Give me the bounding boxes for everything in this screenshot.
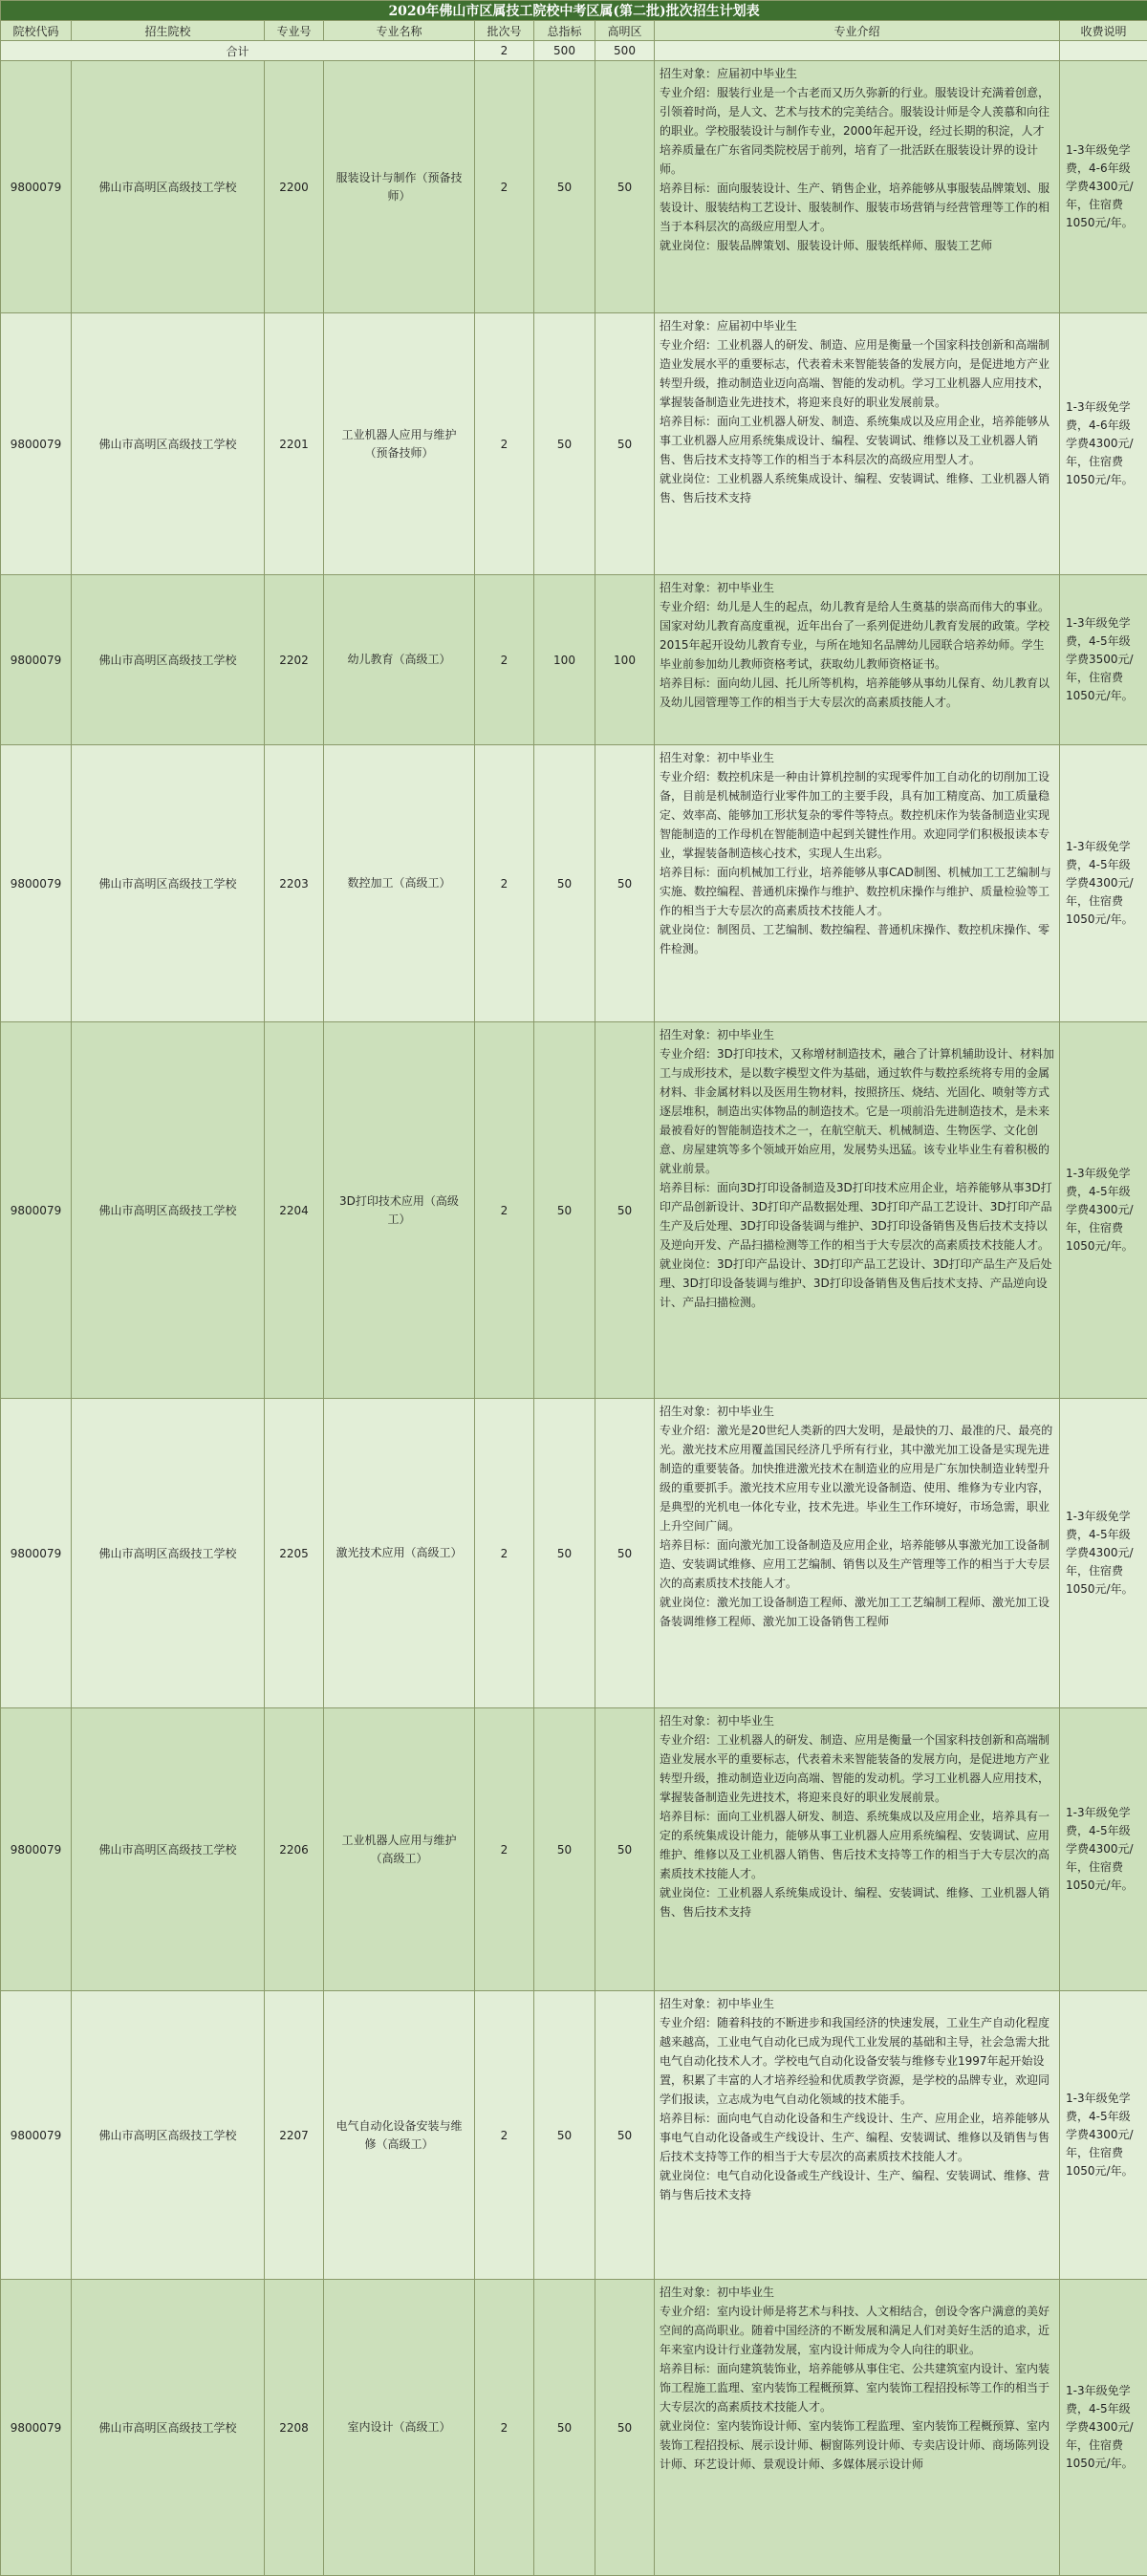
cell-gaoming: 50 [595,1399,655,1708]
cell-school: 佛山市高明区高级技工学校 [72,1399,265,1708]
cell-major: 幼儿教育（高级工） [324,575,475,745]
cell-major-no: 2205 [265,1399,324,1708]
cell-total: 50 [534,61,595,313]
total-fee-empty [1060,41,1147,61]
cell-batch: 2 [475,313,534,575]
intro-paragraph: 就业岗位：工业机器人系统集成设计、编程、安装调试、维修、工业机器人销售、售后技术支持 [660,469,1054,507]
intro-paragraph: 培养目标：面向工业机器人研发、制造、系统集成以及应用企业，培养能够从事工业机器人应用系统集成设计、编程、安装调试、维修以及工业机器人销售、售后技术支持等工作的相当于本科层次的高级应用型人才。 [660,412,1054,469]
cell-code: 9800079 [1,1399,72,1708]
cell-code: 9800079 [1,1708,72,1991]
cell-total: 100 [534,575,595,745]
cell-gaoming: 50 [595,1022,655,1399]
intro-paragraph: 培养目标：面向3D打印设备制造及3D打印技术应用企业，培养能够从事3D打印产品创新设计、3D打印产品数据处理、3D打印产品工艺设计、3D打印产品生产及后处理、3D打印设备装调与维护、3D打印设备销售及售后技术支持以及逆向开发、产品扫描检测等工作的相当于大专层次的高素质技术技能人才。 [660,1178,1054,1255]
cell-major: 室内设计（高级工） [324,2280,475,2576]
intro-paragraph: 专业介绍：3D打印技术，又称增材制造技术，融合了计算机辅助设计、材料加工与成形技术，是以数字模型文件为基础，通过软件与数控系统将专用的金属材料、非金属材料以及医用生物材料，按照挤压、烧结、光固化、喷射等方式逐层堆积，制造出实体物品的制造技术。它是一项前沿先进制造技术，是未来最被看好的智能制造技术之一，在航空航天、机械制造、生物医学、文化创意、房屋建筑等多个领域开始应用，发展势头迅猛。该专业毕业生有着积极的就业前景。 [660,1044,1054,1178]
cell-intro [655,1399,1060,1708]
cell-batch: 2 [475,1022,534,1399]
cell-intro [655,1991,1060,2280]
header-major: 专业名称 [324,21,475,41]
total-gaoming: 500 [595,41,655,61]
cell-fee: 1-3年级免学费，4-6年级学费4300元/年，住宿费1050元/年。 [1060,61,1147,313]
total-label: 合计 [1,41,475,61]
header-total: 总指标 [534,21,595,41]
intro-paragraph: 培养目标：面向服装设计、生产、销售企业，培养能够从事服装品牌策划、服装设计、服装结构工艺设计、服装制作、服装市场营销与经营管理等工作的相当于本科层次的高级应用型人才。 [660,179,1054,236]
intro-paragraph: 招生对象：初中毕业生 [660,1025,1054,1044]
intro-paragraph: 招生对象：初中毕业生 [660,2283,1054,2302]
table-row [1,313,1147,575]
table-row [1,2280,1147,2576]
intro-paragraph: 专业介绍：服装行业是一个古老而又历久弥新的行业。服装设计充满着创意，引领着时尚，是人文、艺术与技术的完美结合。服装设计师是令人羡慕和向往的职业。学校服装设计与制作专业，2000年起开设，经过长期的积淀，人才培养质量在广东省同类院校居于前列，培育了一批活跃在服装设计界的设计师。 [660,83,1054,179]
cell-school: 佛山市高明区高级技工学校 [72,1022,265,1399]
intro-paragraph: 专业介绍：工业机器人的研发、制造、应用是衡量一个国家科技创新和高端制造业发展水平的重要标志，代表着未来智能装备的发展方向，是促进地方产业转型升级，推动制造业迈向高端、智能的发动机。学习工业机器人应用技术，掌握装备制造业先进技术，将迎来良好的职业发展前景。 [660,1730,1054,1807]
cell-school: 佛山市高明区高级技工学校 [72,2280,265,2576]
intro-paragraph: 就业岗位：室内装饰设计师、室内装饰工程监理、室内装饰工程概预算、室内装饰工程招投标、展示设计师、橱窗陈列设计师、专卖店设计师、商场陈列设计师、环艺设计师、景观设计师、多媒体展示设计师 [660,2416,1054,2474]
cell-school: 佛山市高明区高级技工学校 [72,575,265,745]
cell-intro [655,1708,1060,1991]
cell-gaoming: 50 [595,1708,655,1991]
cell-major: 服装设计与制作（预备技师） [324,61,475,313]
intro-paragraph: 招生对象：应届初中毕业生 [660,316,1054,335]
cell-school: 佛山市高明区高级技工学校 [72,1991,265,2280]
cell-school: 佛山市高明区高级技工学校 [72,61,265,313]
intro-paragraph: 招生对象：初中毕业生 [660,748,1054,767]
cell-major: 电气自动化设备安装与维修（高级工） [324,1991,475,2280]
cell-major: 3D打印技术应用（高级工） [324,1022,475,1399]
intro-paragraph: 招生对象：初中毕业生 [660,1994,1054,2013]
cell-fee: 1-3年级免学费，4-5年级学费4300元/年，住宿费1050元/年。 [1060,1022,1147,1399]
cell-batch: 2 [475,1399,534,1708]
cell-intro [655,1022,1060,1399]
cell-major: 激光技术应用（高级工） [324,1399,475,1708]
intro-paragraph: 就业岗位：服装品牌策划、服装设计师、服装纸样师、服装工艺师 [660,236,1054,255]
cell-gaoming: 100 [595,575,655,745]
cell-gaoming: 50 [595,745,655,1022]
intro-paragraph: 招生对象：初中毕业生 [660,1711,1054,1730]
table-row [1,745,1147,1022]
header-code: 院校代码 [1,21,72,41]
cell-batch: 2 [475,2280,534,2576]
table-row [1,1708,1147,1991]
total-intro-empty [655,41,1060,61]
cell-school: 佛山市高明区高级技工学校 [72,313,265,575]
cell-code: 9800079 [1,575,72,745]
cell-batch: 2 [475,61,534,313]
cell-major: 工业机器人应用与维护（高级工） [324,1708,475,1991]
cell-gaoming: 50 [595,1991,655,2280]
table-row [1,1399,1147,1708]
cell-fee: 1-3年级免学费，4-6年级学费4300元/年，住宿费1050元/年。 [1060,313,1147,575]
cell-intro [655,2280,1060,2576]
table-row [1,575,1147,745]
cell-major-no: 2206 [265,1708,324,1991]
intro-paragraph: 专业介绍：随着科技的不断进步和我国经济的快速发展，工业生产自动化程度越来越高，工业电气自动化已成为现代工业发展的基础和主导，社会急需大批电气自动化技术人才。学校电气自动化设备安装与维修专业1997年起开始设置，积累了丰富的人才培养经验和优质教学资源，是学校的品牌专业，欢迎同学们报读，立志成为电气自动化领域的技术能手。 [660,2013,1054,2109]
cell-total: 50 [534,1991,595,2280]
cell-code: 9800079 [1,61,72,313]
cell-gaoming: 50 [595,2280,655,2576]
intro-paragraph: 就业岗位：激光加工设备制造工程师、激光加工工艺编制工程师、激光加工设备装调维修工程师、激光加工设备销售工程师 [660,1593,1054,1631]
intro-paragraph: 专业介绍：幼儿是人生的起点，幼儿教育是给人生奠基的崇高而伟大的事业。国家对幼儿教育高度重视，近年出台了一系列促进幼儿教育发展的政策。学校2015年起开设幼儿教育专业，与所在地知名品牌幼儿园联合培养幼师。学生毕业前参加幼儿教师资格考试，获取幼儿教师资格证书。 [660,597,1054,674]
intro-paragraph: 专业介绍：工业机器人的研发、制造、应用是衡量一个国家科技创新和高端制造业发展水平的重要标志，代表着未来智能装备的发展方向，是促进地方产业转型升级，推动制造业迈向高端、智能的发动机。学习工业机器人应用技术，掌握装备制造业先进技术，将迎来良好的职业发展前景。 [660,335,1054,412]
cell-intro [655,61,1060,313]
intro-paragraph: 就业岗位：3D打印产品设计、3D打印产品工艺设计、3D打印产品生产及后处理、3D打印设备装调与维护、3D打印设备销售及售后技术支持、产品逆向设计、产品扫描检测。 [660,1255,1054,1312]
cell-batch: 2 [475,575,534,745]
page-title: 2020年佛山市区属技工院校中考区属(第二批)批次招生计划表 [1,1,1147,21]
total-batch: 2 [475,41,534,61]
intro-paragraph: 专业介绍：数控机床是一种由计算机控制的实现零件加工自动化的切削加工设备，目前是机械制造行业零件加工的主要手段，具有加工精度高、加工质量稳定、效率高、能够加工形状复杂的零件等特点。数控机床作为装备制造业实现智能制造的工作母机在智能制造中起到关键性作用。欢迎同学们积极报读本专业，掌握装备制造核心技术，实现人生出彩。 [660,767,1054,863]
cell-total: 50 [534,2280,595,2576]
cell-code: 9800079 [1,1991,72,2280]
cell-major: 数控加工（高级工） [324,745,475,1022]
cell-batch: 2 [475,1991,534,2280]
cell-gaoming: 50 [595,61,655,313]
cell-intro [655,745,1060,1022]
cell-gaoming: 50 [595,313,655,575]
cell-fee: 1-3年级免学费，4-5年级学费3500元/年，住宿费1050元/年。 [1060,575,1147,745]
header-intro: 专业介绍 [655,21,1060,41]
cell-major: 工业机器人应用与维护（预备技师） [324,313,475,575]
cell-fee: 1-3年级免学费，4-5年级学费4300元/年，住宿费1050元/年。 [1060,1399,1147,1708]
cell-fee: 1-3年级免学费，4-5年级学费4300元/年，住宿费1050元/年。 [1060,1991,1147,2280]
cell-major-no: 2207 [265,1991,324,2280]
cell-major-no: 2201 [265,313,324,575]
cell-total: 50 [534,1022,595,1399]
header-fee: 收费说明 [1060,21,1147,41]
cell-fee: 1-3年级免学费，4-5年级学费4300元/年，住宿费1050元/年。 [1060,1708,1147,1991]
cell-intro [655,313,1060,575]
cell-intro [655,575,1060,745]
table-row [1,61,1147,313]
cell-code: 9800079 [1,313,72,575]
intro-paragraph: 就业岗位：制图员、工艺编制、数控编程、普通机床操作、数控机床操作、零件检测。 [660,920,1054,958]
cell-school: 佛山市高明区高级技工学校 [72,745,265,1022]
cell-major-no: 2200 [265,61,324,313]
table-row [1,1991,1147,2280]
header-gaoming: 高明区 [595,21,655,41]
cell-major-no: 2202 [265,575,324,745]
intro-paragraph: 专业介绍：激光是20世纪人类新的四大发明，是最快的刀、最准的尺、最亮的光。激光技术应用覆盖国民经济几乎所有行业，其中激光加工设备是实现先进制造的重要装备。加快推进激光技术在制造业的应用是广东加快制造业转型升级的重要抓手。激光技术应用专业以激光设备制造、使用、维修为专业内容，是典型的光机电一体化专业，技术先进。毕业生工作环境好，市场急需，职业上升空间广阔。 [660,1421,1054,1535]
cell-total: 50 [534,745,595,1022]
intro-paragraph: 培养目标：面向激光加工设备制造及应用企业，培养能够从事激光加工设备制造、安装调试维修、应用工艺编制、销售以及生产管理等工作的相当于大专层次的高素质技术技能人才。 [660,1535,1054,1593]
cell-fee: 1-3年级免学费，4-5年级学费4300元/年，住宿费1050元/年。 [1060,745,1147,1022]
total-row [1,41,1147,61]
intro-paragraph: 招生对象：初中毕业生 [660,578,1054,597]
intro-paragraph: 招生对象：初中毕业生 [660,1402,1054,1421]
cell-code: 9800079 [1,745,72,1022]
intro-paragraph: 培养目标：面向电气自动化设备和生产线设计、生产、应用企业，培养能够从事电气自动化设备或生产线设计、生产、编程、安装调试、维修以及销售与售后技术支持等工作的相当于大专层次的高素质技术技能人才。 [660,2109,1054,2166]
cell-batch: 2 [475,745,534,1022]
total-quota: 500 [534,41,595,61]
intro-paragraph: 培养目标：面向工业机器人研发、制造、系统集成以及应用企业，培养具有一定的系统集成设计能力，能够从事工业机器人应用系统编程、安装调试、应用维护、维修以及工业机器人销售、售后技术支持等工作的相当于大专层次的高素质技术技能人才。 [660,1807,1054,1883]
cell-batch: 2 [475,1708,534,1991]
intro-paragraph: 培养目标：面向机械加工行业，培养能够从事CAD制图、机械加工工艺编制与实施、数控编程、普通机床操作与维护、数控机床操作与维护、质量检验等工作的相当于大专层次的高素质技术技能人才。 [660,863,1054,920]
header-batch: 批次号 [475,21,534,41]
cell-code: 9800079 [1,2280,72,2576]
table-row [1,1022,1147,1399]
intro-paragraph: 培养目标：面向幼儿园、托儿所等机构，培养能够从事幼儿保育、幼儿教育以及幼儿园管理等工作的相当于大专层次的高素质技能人才。 [660,674,1054,712]
cell-total: 50 [534,1708,595,1991]
title-row [1,1,1147,21]
cell-total: 50 [534,313,595,575]
cell-code: 9800079 [1,1022,72,1399]
header-major-no: 专业号 [265,21,324,41]
intro-paragraph: 专业介绍：室内设计师是将艺术与科技、人文相结合，创设令客户满意的美好空间的高尚职业。随着中国经济的不断发展和满足人们对美好生活的追求，近年来室内设计行业蓬勃发展，室内设计师成为令人向往的职业。 [660,2302,1054,2359]
cell-school: 佛山市高明区高级技工学校 [72,1708,265,1991]
cell-major-no: 2204 [265,1022,324,1399]
cell-major-no: 2203 [265,745,324,1022]
cell-fee: 1-3年级免学费，4-5年级学费4300元/年，住宿费1050元/年。 [1060,2280,1147,2576]
intro-paragraph: 就业岗位：电气自动化设备或生产线设计、生产、编程、安装调试、维修、营销与售后技术支持 [660,2166,1054,2204]
intro-paragraph: 就业岗位：工业机器人系统集成设计、编程、安装调试、维修、工业机器人销售、售后技术支持 [660,1883,1054,1921]
intro-paragraph: 招生对象：应届初中毕业生 [660,64,1054,83]
header-row [1,21,1147,41]
intro-paragraph: 培养目标：面向建筑装饰业，培养能够从事住宅、公共建筑室内设计、室内装饰工程施工监理、室内装饰工程概预算、室内装饰工程招投标等工作的相当于大专层次的高素质技术技能人才。 [660,2359,1054,2416]
header-school: 招生院校 [72,21,265,41]
cell-total: 50 [534,1399,595,1708]
cell-major-no: 2208 [265,2280,324,2576]
